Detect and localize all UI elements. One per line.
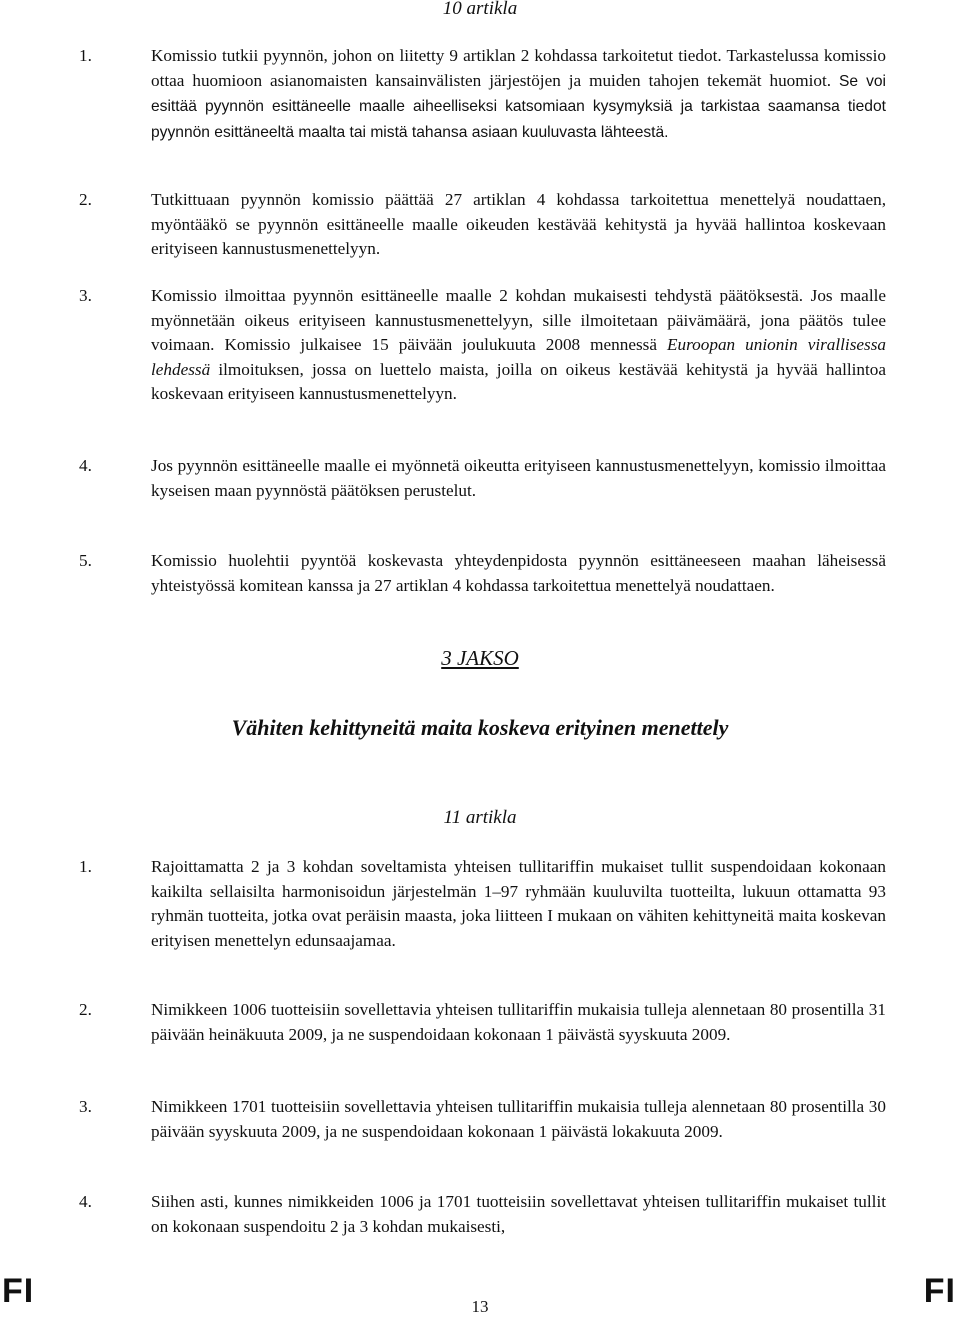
paragraph-text: Komissio tutkii pyynnön, johon on liitetty 9 artiklan 2 kohdassa tarkoitetut tiedot. Tarkastelussa komissio ottaa huomioon asianomaisten kansainvälisten järjestöjen ja muiden tahojen tekemät huomiot. Se voi esittää pyynnön esittäneelle maalle aiheelliseksi katsomiaan kysymyksiä ja tarkistaa saamansa tiedot pyynnön esittäneeltä maalta tai mistä tahansa asiaan kuuluvasta lähteestä. (151, 46, 887, 141)
footer-language-right: FI (923, 1272, 956, 1310)
paragraph-text: Rajoittamatta 2 ja 3 kohdan soveltamista yhteisen tullitariffin mukaiset tullit suspendoidaan kokonaan kaikilta sellaisilta harmonisoidun järjestelmän 1–97 ryhmään kuuluvilta tuotteilta, lukuun ottamatta 93 ryhmän tuotteita, jotka ovat peräisin maasta, joka liitteen I mukaan on vähiten kehittyneitä maita koskevan erityisen menettelyn edunsaajamaa. (151, 857, 886, 950)
paragraph-text: Tutkittuaan pyynnön komissio päättää 27 artiklan 4 kohdassa tarkoitettua menettelyä noudattaen, myöntääkö se pyynnön esittäneelle maalle oikeuden kestävää kehitystä ja hyvää hallintoa koskevaan erityiseen kannustusmenettelyyn. (151, 190, 886, 258)
paragraph-text: Komissio huolehtii pyyntöä koskevasta yhteydenpidosta pyynnön esittäneeseen maahan läheisessä yhteistyössä komitean kanssa ja 27 artiklan 4 kohdassa tarkoitettua menettelyä noudattaen. (151, 551, 886, 595)
section-subtitle: Vähiten kehittyneitä maita koskeva erityinen menettely (231, 715, 729, 740)
page-number: 13 (471, 1297, 489, 1316)
paragraph-number: 3. (79, 286, 92, 305)
paragraph-number: 4. (79, 1192, 92, 1211)
paragraph-number: 2. (79, 190, 92, 209)
article-10-heading: 10 artikla (442, 0, 518, 19)
paragraph-number: 2. (79, 1000, 92, 1019)
paragraph-text: Siihen asti, kunnes nimikkeiden 1006 ja 1701 tuotteisiin sovellettavat yhteisen tullitariffin mukaiset tullit on kokonaan suspendoitu 2 ja 3 kohdan mukaisesti, (151, 1192, 886, 1236)
paragraph-number: 1. (79, 46, 92, 65)
footer-language-left: FI (2, 1272, 35, 1310)
paragraph-text: Komissio ilmoittaa pyynnön esittäneelle maalle 2 kohdan mukaisesti tehdystä päätöksestä. Jos maalle myönnetään oikeus erityiseen kannustusmenettelyyn, sille ilmoitetaan päivämäärä, jona päätös tulee voimaan. Komissio julkaisee 15 päivään joulukuuta 2008 mennessä Euroopan unionin virallisessa lehdessä ilmoituksen, jossa on luettelo maista, joilla on oikeus kestävää kehitystä ja hyvää hallintoa koskevaan erityiseen kannustusmenettelyyn. (151, 286, 887, 403)
paragraph-text: Nimikkeen 1006 tuotteisiin sovellettavia yhteisen tullitariffin mukaisia tulleja alennetaan 80 prosentilla 31 päivään heinäkuuta 2009, ja ne suspendoidaan kokonaan 1 päivästä syyskuuta 2009. (151, 1000, 886, 1044)
paragraph-text: Nimikkeen 1701 tuotteisiin sovellettavia yhteisen tullitariffin mukaisia tulleja alennetaan 80 prosentilla 30 päivään syyskuuta 2009, ja ne suspendoidaan kokonaan 1 päivästä lokakuuta 2009. (151, 1097, 886, 1141)
paragraph-number: 3. (79, 1097, 92, 1116)
paragraph-number: 5. (79, 551, 92, 570)
paragraph-number: 1. (79, 857, 92, 876)
journal-title: Euroopan unionin virallisessa lehdessä (151, 335, 886, 379)
paragraph-number: 4. (79, 456, 92, 475)
paragraph-text: Jos pyynnön esittäneelle maalle ei myönnetä oikeutta erityiseen kannustusmenettelyyn, komissio ilmoittaa kyseisen maan pyynnöstä päätöksen perustelut. (151, 456, 886, 500)
section-title: 3 JAKSO (441, 646, 519, 670)
article-11-heading: 11 artikla (443, 807, 517, 828)
